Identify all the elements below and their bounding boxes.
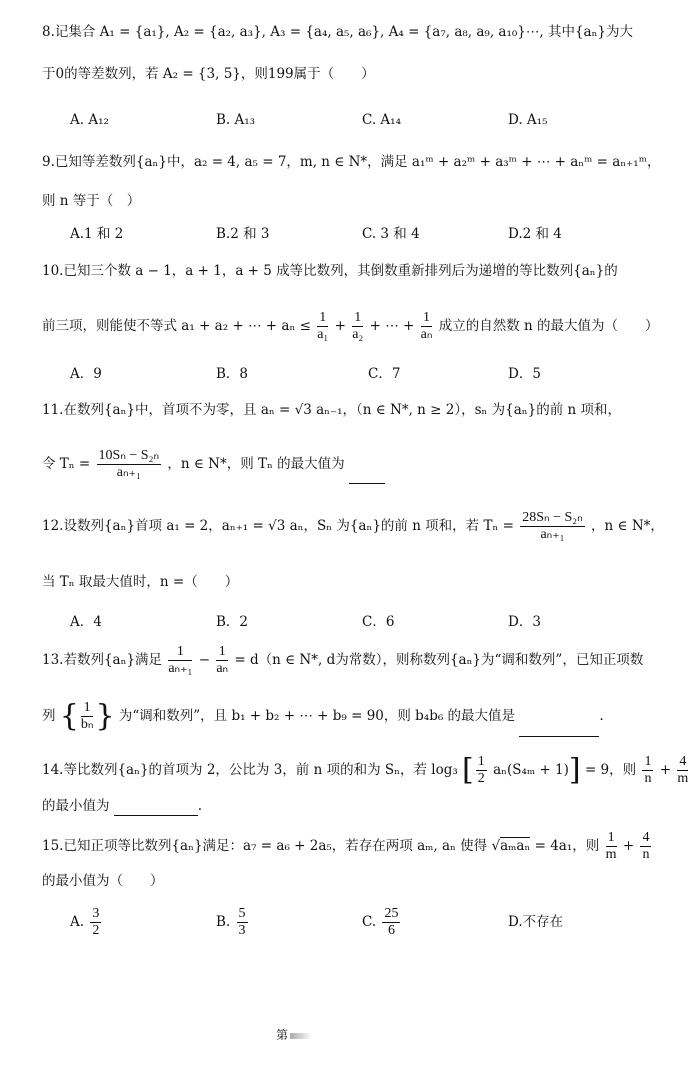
q11-line2-start: 令 Tₙ = [42,456,91,472]
q9-option-d: D.2 和 4 [508,226,562,242]
q12-line1-end: ，n ∈ N*， [591,518,664,534]
q15-line2: 的最小值为（ ） [42,873,164,889]
q13-line2: 列 { $\frac{1}{\text{bₙ}}$ } 为“调和数列”，且 b₁ + b₂ + ⋯ + b₉ = 90，则 b₄b₆ 的最大值是 . [42,696,630,737]
q13-line1-start: 13.若数列{aₙ}满足 [42,652,163,668]
q13-line2-start: 列 [42,708,56,724]
q11-line2-end: ，n ∈ N*，则 Tₙ 的最大值为 [167,456,345,472]
q12-option-a: A．4 [70,614,102,630]
q14-line2-text: 的最小值为 [42,798,110,814]
q10-option-d: D．5 [508,366,541,382]
q10-line2 [42,306,659,346]
q9-option-c: C. 3 和 4 [362,226,420,242]
q13-line1 [42,640,644,680]
q14-line1: 14.等比数列{aₙ}的首项为 2，公比为 3，前 n 项的和为 Sₙ，若 log₃ [ $\frac{1}{2}$ aₙ(S₄ₘ + 1)] = 9，则 $\frac{1}{n}$ + $\frac{4}{m}$ [42,752,689,788]
q8-option-c: C. A₁₄ [362,112,402,128]
q15-option-c: C. $\frac{25}{6}$ [362,906,399,938]
q10-option-a: A．9 [70,366,102,382]
q8-option-b: B. A₁₃ [216,112,256,128]
q8-line1: 8.记集合 A₁ = {a₁}, A₂ = {a₂, a₃}, A₃ = {a₄, a₅, a₆}, A₄ = {a₇, a₈, a₉, a₁₀}⋯, 其中{aₙ}为大 [42,24,634,40]
q13-fraction-2: $\frac{1}{\text{aₙ}}$ [216,644,229,676]
q15-line1 [42,826,650,866]
q15-line1-mid: = 4a₁，则 [534,838,600,854]
q14-line2 [42,796,630,816]
q12-line1-start: 12.设数列{aₙ}首项 a₁ = 2，aₙ₊₁ = √3 aₙ，Sₙ 为{aₙ}的前 n 项和，若 Tₙ = [42,518,514,534]
q8-option-a: A. A₁₂ [70,112,109,128]
q12-line2: 当 Tₙ 取最大值时，n =（ ） [42,574,239,590]
q11-answer-blank [349,469,385,484]
q12-option-c: C．6 [362,614,395,630]
q15-sqrt: √aₘaₙ [491,838,531,854]
page-footer: 第 [276,1026,312,1043]
q10-plus-dots: + ⋯ + [369,318,415,334]
q10-fraction-2: $\frac{1}{\text{a₂}}$ [352,310,364,342]
q11-line2 [42,444,630,484]
q14-line1-mid: = 9，则 [584,762,637,778]
q15-option-a: A. $\frac{3}{2}$ [70,906,100,938]
q10-plus: + [334,318,346,334]
q14-half-fraction: $\frac{1}{2}$ [477,754,485,786]
q15-fraction-2: $\frac{4}{n}$ [642,830,650,862]
q11-line1: 11.在数列{aₙ}中，首项不为零，且 aₙ = √3 aₙ₋₁，（n ∈ N*, n ≥ 2），sₙ 为{aₙ}的前 n 项和， [42,402,622,418]
q13-line2-end: 为“调和数列”，且 b₁ + b₂ + ⋯ + b₉ = 90，则 b₄b₆ 的最大值是 [118,708,516,724]
q14-line1-start: 14.等比数列{aₙ}的首项为 2，公比为 3，前 n 项的和为 Sₙ，若 log₃ [42,762,458,778]
q14-fraction-1: $\frac{1}{n}$ [644,754,652,786]
q15-plus: + [622,838,635,854]
q12-fraction: $\frac{\text{28Sₙ − S₂ₙ}}{\text{aₙ₊₁}}$ [522,510,583,542]
q9-line1: 9.已知等差数列{aₙ}中，a₂ = 4, a₅ = 7，m, n ∈ N*，满足 a₁ᵐ + a₂ᵐ + a₃ᵐ + ⋯ + aₙᵐ = aₙ₊₁ᵐ， [42,154,661,170]
q8-line2: 于0的等差数列，若 A₂ = {3, 5}，则199属于（ ） [42,66,375,82]
q9-line2: 则 n 等于（ ） [42,193,141,209]
q10-fraction-1: $\frac{1}{\text{a₁}}$ [317,310,329,342]
q9-option-b: B.2 和 3 [216,226,270,242]
q14-answer-blank [114,801,198,816]
q13-minus: − [198,652,211,668]
q8-option-d: D. A₁₅ [508,112,548,128]
q11-fraction: $\frac{\text{10Sₙ − S₂ₙ}}{\text{aₙ₊₁}}$ [98,448,160,480]
q13-brace-fraction: $\frac{1}{\text{bₙ}}$ [80,700,94,732]
q10-option-b: B．8 [216,366,249,382]
q10-line2-end: 成立的自然数 n 的最大值为（ ） [438,318,659,334]
q12-option-d: D．3 [508,614,541,630]
q13-period: . [599,708,604,724]
q14-plus: + [659,762,672,778]
q13-fraction-1: $\frac{1}{\text{aₙ₊₁}}$ [168,644,193,676]
q14-fraction-2: $\frac{4}{m}$ [677,754,689,786]
q10-fraction-3: $\frac{1}{\text{aₙ}}$ [420,310,433,342]
q10-line1: 10.已知三个数 a − 1，a + 1，a + 5 成等比数列，其倒数重新排列后为递增的等比数列{aₙ}的 [42,263,618,279]
q10-line2-start: 前三项，则能使不等式 a₁ + a₂ + ⋯ + aₙ ≤ [42,318,311,334]
q9-option-a: A.1 和 2 [70,226,124,242]
q12-option-b: B．2 [216,614,249,630]
q14-period: . [197,798,203,814]
q10-option-c: C．7 [368,366,401,382]
q15-option-b: B. $\frac{5}{3}$ [216,906,246,938]
q13-line1-end: = d（n ∈ N*, d为常数），则称数列{aₙ}为“调和数列”，已知正项数 [234,652,644,668]
q15-fraction-1: $\frac{1}{m}$ [605,830,617,862]
q15-line1-start: 15.已知正项等比数列{aₙ}满足：a₇ = a₆ + 2a₅，若存在两项 aₘ, aₙ 使得 [42,838,488,854]
q13-answer-blank [519,722,599,737]
q12-line1 [42,506,664,546]
q15-option-d: D.不存在 [508,914,564,930]
q14-expression: aₙ(S₄ₘ + 1) [493,762,569,778]
